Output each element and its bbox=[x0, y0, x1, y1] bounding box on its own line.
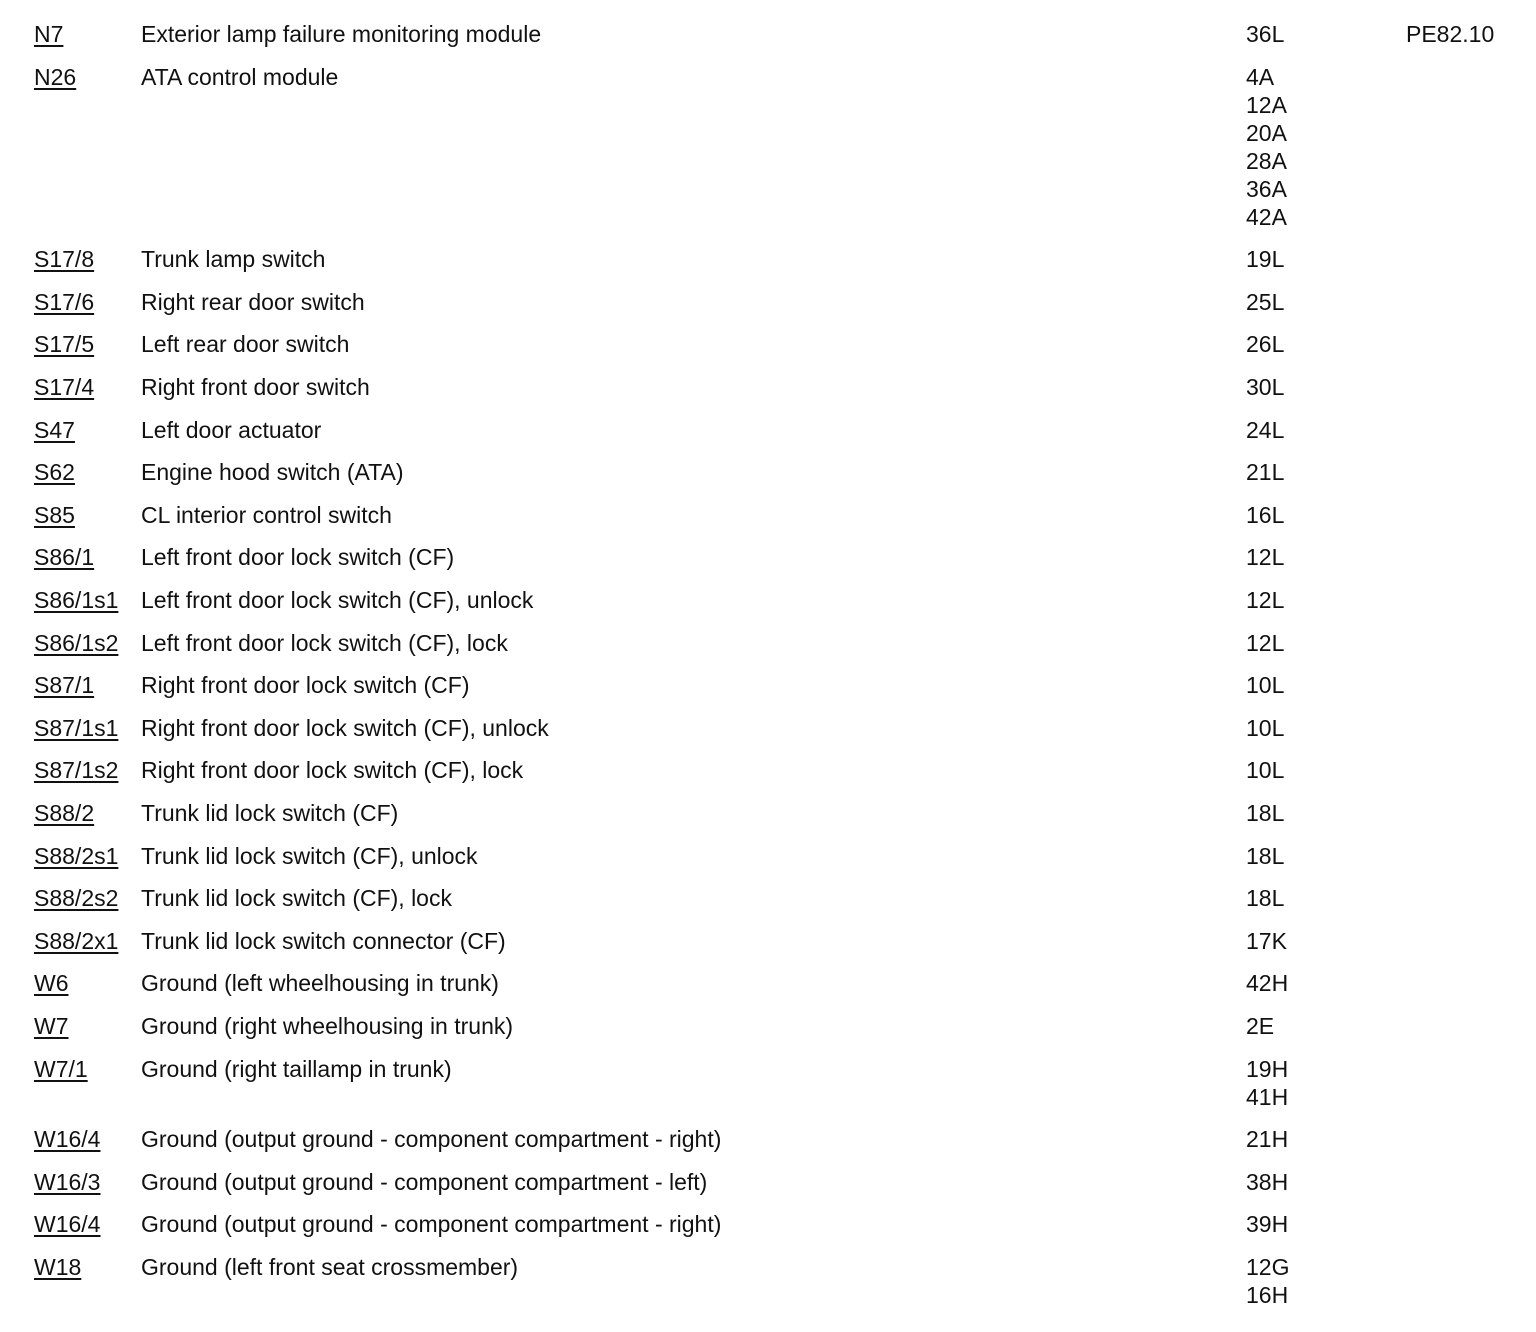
grid-location: 30L bbox=[1246, 374, 1285, 400]
component-code-link[interactable]: S85 bbox=[34, 501, 75, 528]
location-list bbox=[1246, 416, 1284, 444]
component-description: ATA control module bbox=[141, 63, 339, 90]
grid-location: 17K bbox=[1246, 927, 1287, 954]
component-code-link[interactable]: S86/1s2 bbox=[34, 629, 119, 656]
component-code-link[interactable]: S62 bbox=[34, 459, 75, 486]
component-description: Ground (left wheelhousing in trunk) bbox=[141, 970, 499, 997]
component-code-link[interactable]: S87/1 bbox=[34, 672, 95, 699]
component-code-link[interactable]: S17/5 bbox=[34, 331, 95, 358]
grid-location: 25L bbox=[1246, 288, 1285, 315]
location-list bbox=[1246, 543, 1284, 571]
component-description: Engine hood switch (ATA) bbox=[141, 459, 404, 486]
component-code-link[interactable]: W7/1 bbox=[34, 1055, 88, 1082]
component-description: Ground (output ground - component compartment - left) bbox=[141, 1168, 708, 1195]
component-code-link[interactable]: S17/8 bbox=[34, 246, 95, 273]
grid-location: 16L bbox=[1246, 501, 1285, 528]
location-list bbox=[1246, 1125, 1288, 1153]
location-list bbox=[1246, 1210, 1288, 1238]
grid-location: 10L bbox=[1246, 672, 1285, 699]
grid-location: 12A bbox=[1246, 91, 1287, 118]
component-description: Right rear door switch bbox=[141, 288, 365, 315]
grid-location: 2E bbox=[1246, 1013, 1275, 1039]
component-description: Trunk lid lock switch (CF), lock bbox=[141, 885, 452, 912]
component-code-link[interactable]: S88/2x1 bbox=[34, 927, 119, 954]
grid-location: 20A bbox=[1246, 119, 1287, 146]
component-code-link[interactable]: S86/1 bbox=[34, 544, 95, 571]
component-code-link[interactable]: S17/6 bbox=[34, 288, 95, 315]
grid-location: 38H bbox=[1246, 1168, 1289, 1195]
component-description: Trunk lid lock switch (CF), unlock bbox=[141, 842, 478, 869]
grid-location: 21L bbox=[1246, 459, 1285, 486]
location-list bbox=[1246, 671, 1284, 699]
grid-location: 26L bbox=[1246, 331, 1285, 358]
grid-location: 42A bbox=[1246, 203, 1287, 230]
location-list bbox=[1246, 629, 1284, 657]
grid-location: 12L bbox=[1246, 629, 1285, 656]
component-code-link[interactable]: S88/2s2 bbox=[34, 885, 119, 912]
component-description: Right front door switch bbox=[141, 374, 370, 400]
component-description: CL interior control switch bbox=[141, 501, 392, 528]
component-description: Left rear door switch bbox=[141, 331, 350, 358]
component-description: Left front door lock switch (CF), unlock bbox=[141, 587, 534, 613]
grid-location: 42H bbox=[1246, 970, 1289, 997]
component-description: Left front door lock switch (CF) bbox=[141, 544, 455, 571]
component-code-link[interactable]: N26 bbox=[34, 63, 77, 90]
component-code-link[interactable]: W16/4 bbox=[34, 1211, 101, 1238]
location-list bbox=[1246, 586, 1284, 614]
location-list bbox=[1246, 714, 1284, 742]
grid-location: 12L bbox=[1246, 544, 1285, 571]
grid-location: 10L bbox=[1246, 714, 1285, 741]
component-code-link[interactable]: S86/1s1 bbox=[34, 587, 119, 613]
component-description: Ground (output ground - component compartment - right) bbox=[141, 1126, 722, 1153]
grid-location: 18L bbox=[1246, 800, 1285, 826]
component-description: Right front door lock switch (CF) bbox=[141, 672, 470, 699]
component-code-link[interactable]: W16/3 bbox=[34, 1168, 101, 1195]
component-code-link[interactable]: N7 bbox=[34, 21, 64, 47]
grid-location: 24L bbox=[1246, 416, 1285, 443]
location-list bbox=[1246, 288, 1284, 316]
location-list bbox=[1246, 20, 1284, 48]
location-list bbox=[1246, 756, 1284, 784]
component-code-link[interactable]: S87/1s2 bbox=[34, 757, 119, 784]
component-code-link[interactable]: W7 bbox=[34, 1013, 69, 1039]
component-description: Ground (right wheelhousing in trunk) bbox=[141, 1013, 514, 1039]
component-description: Right front door lock switch (CF), lock bbox=[141, 757, 524, 784]
location-list bbox=[1246, 330, 1284, 358]
grid-location: 18L bbox=[1246, 885, 1285, 912]
location-list bbox=[1246, 1055, 1288, 1111]
grid-location: 4A bbox=[1246, 63, 1275, 90]
grid-location: 41H bbox=[1246, 1083, 1289, 1110]
location-list bbox=[1246, 969, 1288, 997]
component-description: Left front door lock switch (CF), lock bbox=[141, 629, 508, 656]
grid-location: 36L bbox=[1246, 21, 1285, 47]
location-list bbox=[1246, 245, 1284, 273]
grid-location: 18L bbox=[1246, 842, 1285, 869]
grid-location: 21H bbox=[1246, 1126, 1289, 1153]
component-code-link[interactable]: S87/1s1 bbox=[34, 714, 119, 741]
component-description: Ground (right taillamp in trunk) bbox=[141, 1055, 452, 1082]
grid-location: 16H bbox=[1246, 1282, 1289, 1308]
component-code-link[interactable]: S88/2 bbox=[34, 800, 95, 826]
component-description: Exterior lamp failure monitoring module bbox=[141, 21, 542, 47]
page-reference: PE82.10 bbox=[1406, 21, 1495, 47]
location-list bbox=[1246, 927, 1287, 955]
location-list bbox=[1246, 1253, 1289, 1309]
component-code-link[interactable]: S88/2s1 bbox=[34, 842, 119, 869]
component-description: Ground (output ground - component compartment - right) bbox=[141, 1211, 722, 1238]
component-code-link[interactable]: S17/4 bbox=[34, 374, 95, 400]
location-list bbox=[1246, 842, 1284, 870]
grid-location: 19H bbox=[1246, 1055, 1289, 1082]
component-description: Ground (left front seat crossmember) bbox=[141, 1254, 519, 1280]
grid-location: 10L bbox=[1246, 757, 1285, 784]
component-description: Trunk lid lock switch connector (CF) bbox=[141, 927, 506, 954]
component-code-link[interactable]: W6 bbox=[34, 970, 69, 997]
component-description: Right front door lock switch (CF), unlock bbox=[141, 714, 549, 741]
component-description: Left door actuator bbox=[141, 416, 322, 443]
location-list bbox=[1246, 501, 1284, 529]
location-list bbox=[1246, 799, 1284, 827]
location-list bbox=[1246, 1168, 1288, 1196]
grid-location: 12L bbox=[1246, 587, 1285, 613]
location-list bbox=[1246, 373, 1284, 401]
component-code-link[interactable]: W16/4 bbox=[34, 1126, 101, 1153]
location-list bbox=[1246, 458, 1284, 486]
component-description: Trunk lamp switch bbox=[141, 246, 326, 273]
grid-location: 12G bbox=[1246, 1254, 1290, 1280]
grid-location: 36A bbox=[1246, 175, 1287, 202]
component-code-link[interactable]: S47 bbox=[34, 416, 75, 443]
component-code-link[interactable]: W18 bbox=[34, 1254, 82, 1280]
grid-location: 28A bbox=[1246, 147, 1287, 174]
component-description: Trunk lid lock switch (CF) bbox=[141, 800, 399, 826]
location-list bbox=[1246, 884, 1284, 912]
location-list bbox=[1246, 63, 1287, 231]
grid-location: 39H bbox=[1246, 1211, 1289, 1238]
grid-location: 19L bbox=[1246, 246, 1285, 273]
location-list bbox=[1246, 1012, 1274, 1040]
